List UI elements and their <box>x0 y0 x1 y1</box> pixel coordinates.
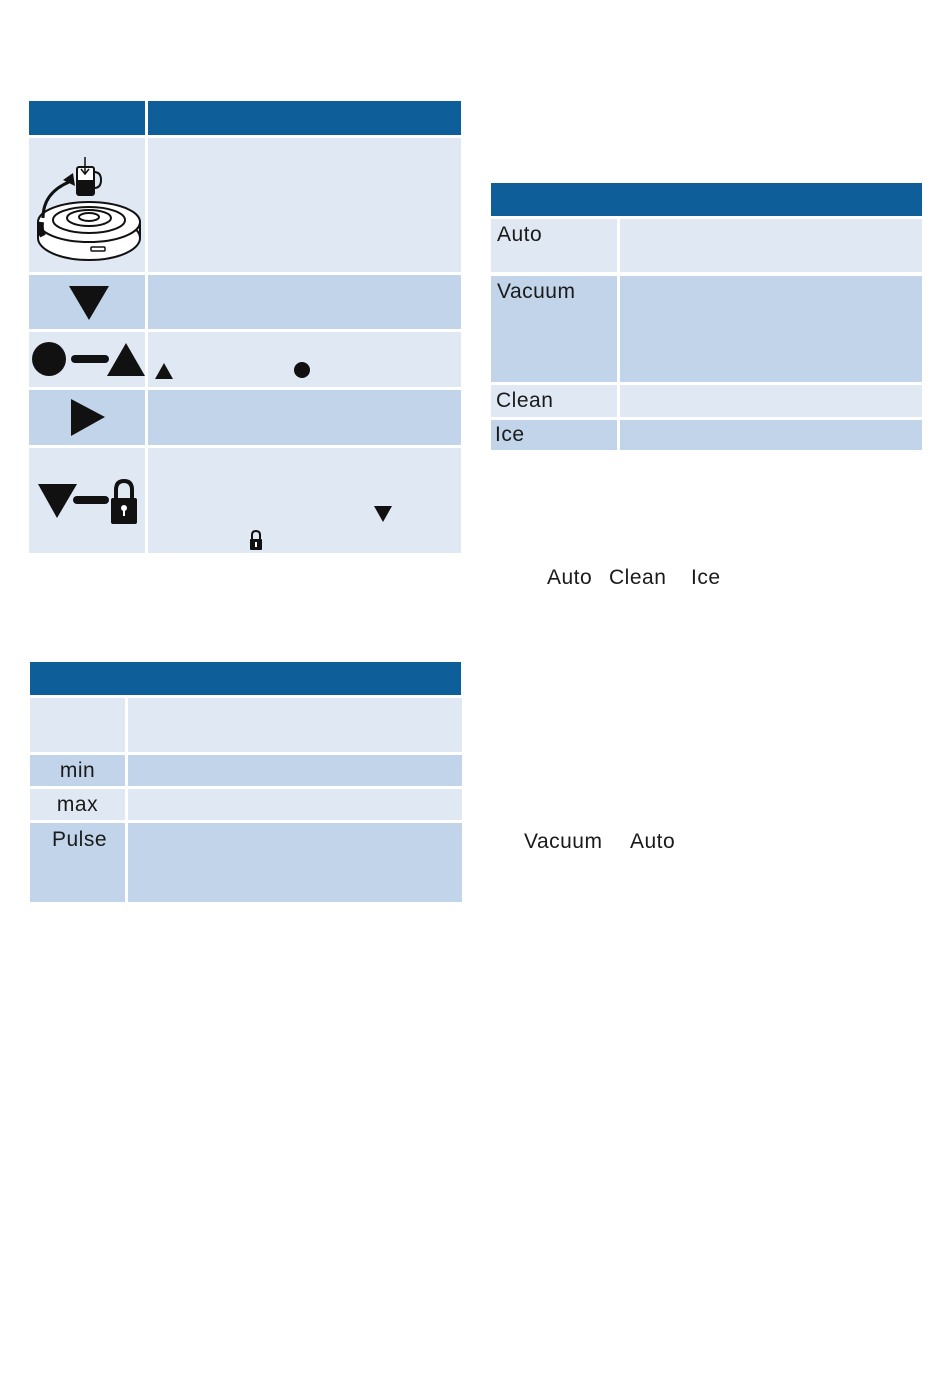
speed-row-label: max <box>56 792 99 816</box>
symbols-table-header-col2 <box>148 101 461 135</box>
program-row-label: Vacuum <box>497 280 576 303</box>
table-row <box>29 448 145 553</box>
table-row <box>29 275 145 329</box>
text-fragment-ice: Ice <box>691 566 721 589</box>
table-row <box>30 698 125 752</box>
table-row <box>29 390 145 445</box>
program-row-label: Ice <box>495 423 525 446</box>
table-row-desc <box>128 789 462 820</box>
table-row <box>491 420 617 450</box>
small-lock-icon <box>248 529 264 551</box>
symbols-table-header-col1 <box>29 101 145 135</box>
text-fragment-clean: Clean <box>609 566 667 589</box>
text-fragment-auto-2: Auto <box>630 830 676 853</box>
vacuum-lid-jug-icon <box>29 138 145 272</box>
table-row-desc <box>128 698 462 752</box>
text-fragment-vacuum: Vacuum <box>524 830 603 853</box>
triangle-down-dash-lock-icon <box>29 448 145 553</box>
speed-row-label: min <box>59 758 96 782</box>
small-circle-icon <box>292 360 312 380</box>
table-row <box>29 332 145 387</box>
table-row-desc <box>620 385 922 417</box>
triangle-right-icon <box>29 390 145 445</box>
table-row <box>491 276 617 382</box>
table-row-desc <box>620 276 922 382</box>
programs-table-header <box>491 183 922 216</box>
speed-row-label: Pulse <box>52 828 108 851</box>
table-row <box>30 755 125 786</box>
program-row-label: Clean <box>496 389 554 412</box>
table-row <box>491 385 617 417</box>
circle-dash-triangle-up-icon <box>29 332 145 387</box>
table-row-desc <box>620 420 922 450</box>
table-row-desc <box>128 823 462 902</box>
small-triangle-down-icon <box>372 504 394 524</box>
table-row-desc <box>128 755 462 786</box>
table-row-desc <box>148 332 461 387</box>
table-row-desc <box>148 390 461 445</box>
table-row <box>30 789 125 820</box>
program-row-label: Auto <box>497 223 543 246</box>
table-row-desc <box>620 219 922 272</box>
table-row-desc <box>148 275 461 329</box>
speed-table-header <box>30 662 461 695</box>
table-row <box>30 823 125 902</box>
table-row-desc <box>148 138 461 272</box>
table-row-desc <box>148 448 461 553</box>
small-triangle-up-icon <box>153 361 175 381</box>
triangle-down-icon <box>29 275 145 329</box>
table-row <box>491 219 617 272</box>
text-fragment-auto: Auto <box>547 566 593 589</box>
table-row <box>29 138 145 272</box>
